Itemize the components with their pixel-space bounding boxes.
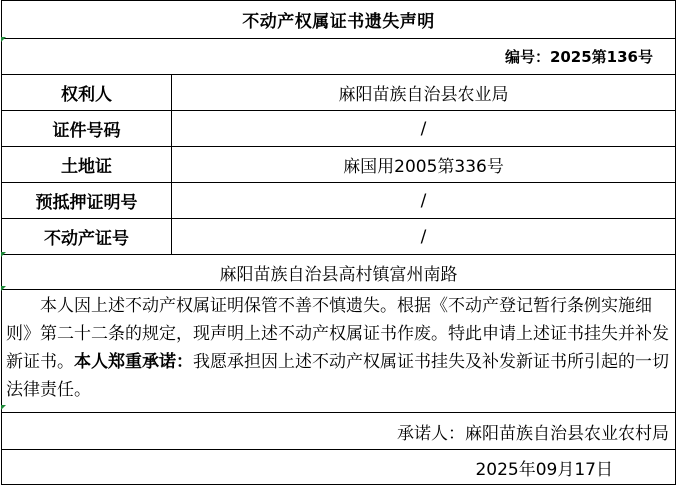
cell-corner-mark — [1, 405, 6, 410]
field-value-obligee: 麻阳苗族自治县农业局 — [172, 75, 676, 111]
date-row — [2, 450, 676, 485]
field-value-property-number: / — [172, 219, 676, 255]
field-label-id-number: 证件号码 — [2, 111, 172, 147]
cell-corner-mark — [1, 37, 6, 42]
notice-date: 2025年09月17日 — [2, 450, 676, 485]
field-row-land-certificate — [2, 147, 676, 183]
address-row — [2, 255, 676, 290]
title-row — [2, 1, 676, 39]
field-label-property-number: 不动产证号 — [2, 219, 172, 255]
statement-row — [2, 290, 676, 413]
commitment-label: 本人郑重承诺： — [74, 352, 193, 372]
statement-text-part2: 我愿承担因上述不动产权属证书挂失及补发新证书所引起的一切法律责任。 — [6, 352, 669, 400]
field-value-pre-mortgage: / — [172, 183, 676, 219]
field-row-property-number — [2, 219, 676, 255]
field-value-land-certificate: 麻国用2005第336号 — [172, 147, 676, 183]
cell-corner-mark — [1, 252, 6, 257]
field-value-id-number: / — [172, 111, 676, 147]
promisor-row — [2, 413, 676, 450]
property-address: 麻阳苗族自治县高村镇富州南路 — [2, 255, 676, 290]
notice-table — [1, 0, 676, 485]
field-label-land-certificate: 土地证 — [2, 147, 172, 183]
notice-number: 编号：2025第136号 — [2, 39, 676, 75]
statement-text-part1: 本人因上述不动产权属证明保管不善不慎遗失。根据《不动产登记暂行条例实施细则》第二十二条的规定，现声明上述不动产权属证书作废。特此申请上述证书挂失并补发新证书。 — [6, 296, 669, 372]
field-row-id-number — [2, 111, 676, 147]
field-label-pre-mortgage: 预抵押证明号 — [2, 183, 172, 219]
statement-paragraph — [2, 290, 676, 413]
promisor-name: 承诺人：麻阳苗族自治县农业农村局 — [2, 413, 676, 450]
notice-title: 不动产权属证书遗失声明 — [2, 1, 676, 39]
number-row — [2, 39, 676, 75]
field-label-obligee: 权利人 — [2, 75, 172, 111]
cell-corner-mark — [1, 286, 6, 291]
field-row-obligee — [2, 75, 676, 111]
field-row-pre-mortgage — [2, 183, 676, 219]
